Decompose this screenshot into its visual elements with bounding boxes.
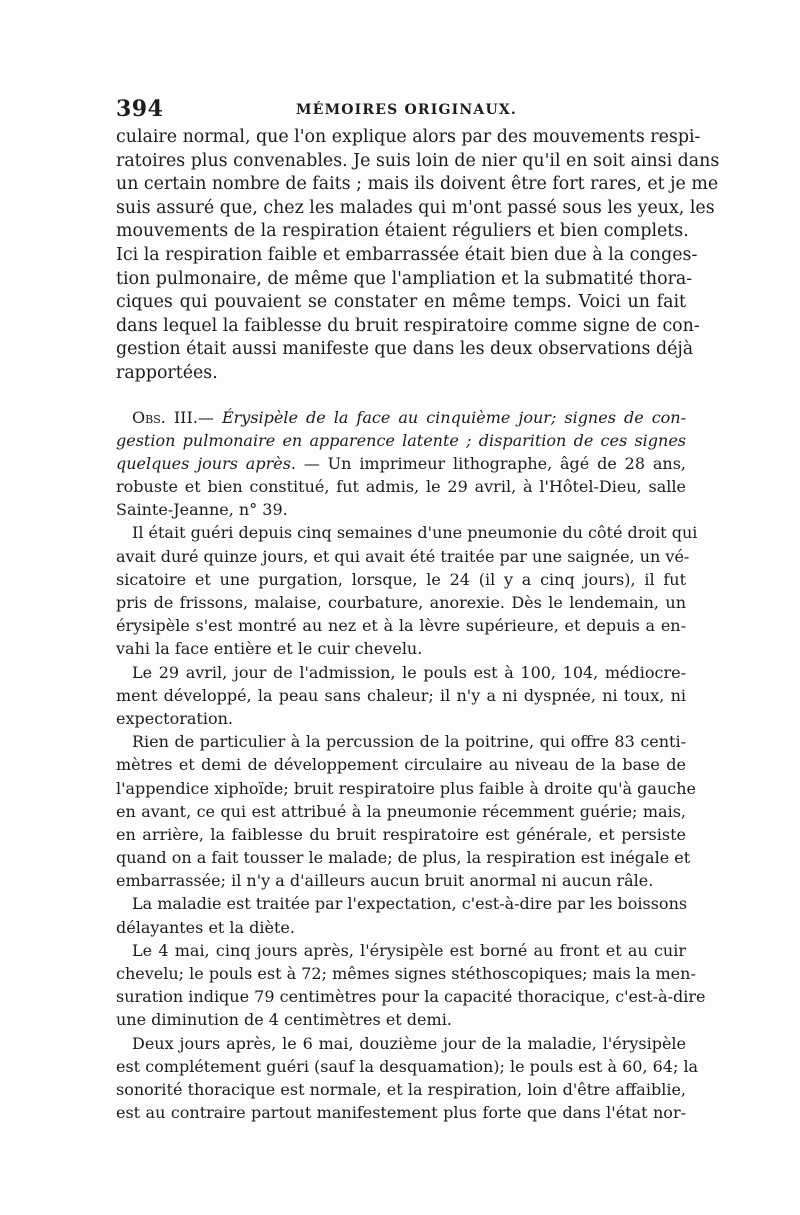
observation-title: Érysipèle de la face au cinquième jour; signes de con- xyxy=(221,407,686,427)
text-line: avait duré quinze jours, et qui avait été traitée par une saignée, un vé- xyxy=(116,546,690,566)
text-line: ratoires plus convenables. Je suis loin de nier qu'il en soit ainsi dans xyxy=(116,150,720,171)
text-line: Le 29 avril, jour de l'admission, le pouls est à 100, 104, médiocre- xyxy=(132,662,686,682)
text-line: tion pulmonaire, de même que l'ampliation et la submatité thora- xyxy=(116,268,693,289)
observation-section xyxy=(116,406,706,1125)
page-number: 394 xyxy=(116,96,164,122)
text-line: culaire normal, que l'on explique alors par des mouvements respi- xyxy=(116,127,701,147)
text-line: sicatoire et une purgation, lorsque, le 24 (il y a cinq jours), il fut xyxy=(116,569,686,589)
text-line: ciques qui pouvaient se constater en même temps. Voici un fait xyxy=(116,292,686,313)
text-line: est au contraire partout manifestement plus forte que dans l'état nor- xyxy=(116,1103,686,1123)
text-line: Sainte-Jeanne, n° 39. xyxy=(116,500,288,520)
text-line: l'appendice xiphoïde; bruit respiratoire plus faible à droite qu'à gauche xyxy=(116,778,696,798)
text-line: expectoration. xyxy=(116,708,233,728)
intro-paragraph xyxy=(116,126,720,386)
text-line: suration indique 79 centimètres pour la capacité thoracique, c'est-à-dire xyxy=(116,987,706,1007)
text-line: en avant, ce qui est attribué à la pneumonie récemment guérie; mais, xyxy=(116,801,686,821)
text-line: un certain nombre de faits ; mais ils doivent être fort rares, et je me xyxy=(116,174,719,195)
text-line: gestion était aussi manifeste que dans les deux observations déjà xyxy=(116,339,694,360)
text-line: Ici la respiration faible et embarrassée était bien due à la conges- xyxy=(116,244,698,265)
observation-paragraph xyxy=(116,730,696,892)
text-line: délayantes et la diète. xyxy=(116,917,295,937)
text-line: ment développé, la peau sans chaleur; il n'y a ni dyspnée, ni toux, ni xyxy=(116,685,686,705)
page-body xyxy=(116,126,720,1124)
text-line: pris de frissons, malaise, courbature, anorexie. Dès le lendemain, un xyxy=(116,593,686,613)
page-header xyxy=(116,96,702,126)
observation-paragraph xyxy=(116,661,686,731)
text-line: La maladie est traitée par l'expectation, c'est-à-dire par les boissons xyxy=(132,894,688,914)
observation-paragraph xyxy=(116,939,706,1032)
text-line: quand on a fait tousser le malade; de plus, la respiration est inégale et xyxy=(116,848,691,868)
text-line: chevelu; le pouls est à 72; mêmes signes stéthoscopiques; mais la men- xyxy=(116,964,696,984)
text-line: robuste et bien constitué, fut admis, le 29 avril, à l'Hôtel-Dieu, salle xyxy=(116,477,686,497)
text-line: vahi la face entière et le cuir chevelu. xyxy=(116,639,423,659)
text-line: mouvements de la respiration étaient réguliers et bien complets. xyxy=(116,221,689,242)
text-line: rapportées. xyxy=(116,362,218,383)
observation-heading-line: gestion pulmonaire en apparence latente ; disparition de ces signes xyxy=(116,430,686,450)
text-line: Le 4 mai, cinq jours après, l'érysipèle est borné au front et au cuir xyxy=(132,940,686,960)
text-line: est complétement guéri (sauf la desquamation); le pouls est à 60, 64; la xyxy=(116,1056,699,1076)
observation-paragraph xyxy=(116,1032,699,1125)
observation-paragraph xyxy=(116,892,686,938)
text-line: érysipèle s'est montré au nez et à la lèvre supérieure, et depuis a en- xyxy=(116,616,686,636)
observation-heading-line: quelques jours après. — Un imprimeur lithographe, âgé de 28 ans, xyxy=(116,453,687,473)
observation-label: Obs. III.— xyxy=(132,407,214,427)
text-line: Il était guéri depuis cinq semaines d'une pneumonie du côté droit qui xyxy=(132,523,698,543)
text-line: Rien de particulier à la percussion de la poitrine, qui offre 83 centi- xyxy=(132,732,686,752)
text-line: Deux jours après, le 6 mai, douzième jour de la maladie, l'érysipèle xyxy=(132,1033,686,1053)
text-line: embarrassée; il n'y a d'ailleurs aucun bruit anormal ni aucun râle. xyxy=(116,871,654,891)
text-line: une diminution de 4 centimètres et demi. xyxy=(116,1010,452,1030)
text-line: mètres et demi de développement circulaire au niveau de la base de xyxy=(116,755,686,775)
observation-paragraph xyxy=(116,521,698,660)
text-line: suis assuré que, chez les malades qui m'ont passé sous les yeux, les xyxy=(116,197,715,218)
text-line: sonorité thoracique est normale, et la respiration, loin d'être affaiblie, xyxy=(116,1079,686,1099)
running-title: MÉMOIRES ORIGINAUX. xyxy=(296,102,517,118)
observation-heading-line xyxy=(116,406,686,429)
text-line: en arrière, la faiblesse du bruit respiratoire est générale, et persiste xyxy=(116,824,686,844)
text-line: dans lequel la faiblesse du bruit respiratoire comme signe de con- xyxy=(116,315,700,336)
